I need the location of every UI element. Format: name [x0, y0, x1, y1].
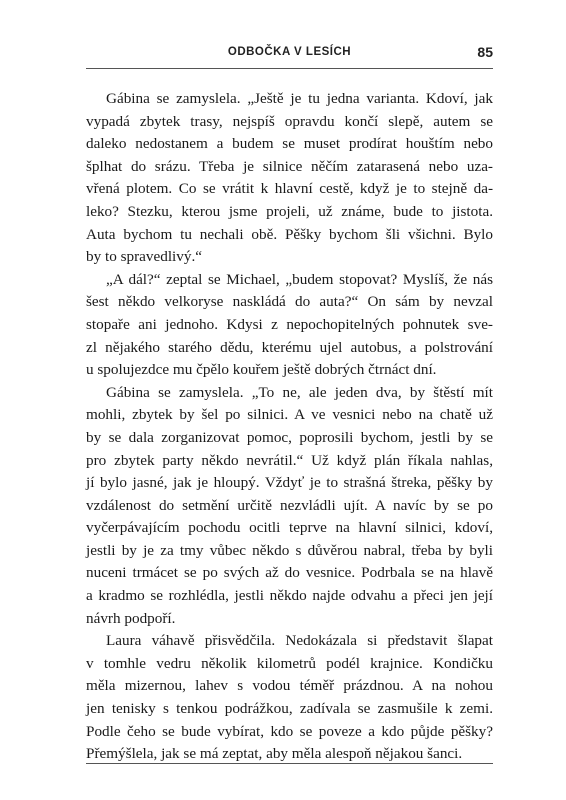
text-line: Přemýšlela, jak se má zeptat, aby měla alespoň nějakou šanci.: [86, 745, 463, 763]
text-line: a kradmo se rozhlédla, jestli někdo najde odvahu a přeci jen její: [86, 587, 493, 605]
body-text: [86, 88, 493, 766]
page-number: 85: [477, 44, 493, 60]
text-line: daleko nedostanem a budem se muset prodírat houštím nebo: [86, 135, 493, 153]
text-line: Podle čeho se bude vybírat, kdo se poveze a kdo půjde pěšky?: [86, 722, 493, 740]
text-line: vypadá zbytek trasy, nejspíš opravdu končí slepě, autem se: [86, 112, 493, 130]
text-line: leko? Stezku, kterou jsme projeli, už známe, bude to jistota.: [86, 202, 493, 220]
text-line: Laura váhavě přisvědčila. Nedokázala si představit šlapat: [106, 632, 493, 650]
text-line: šplhat do srázu. Třeba je silnice něčím zatarasená nebo uza-: [86, 157, 493, 175]
text-line: Auta bychom tu nechali obě. Pěšky bychom šli všichni. Bylo: [86, 225, 493, 243]
text-line: u spolujezdce mu čpělo kouřem ještě dobrých čtrnáct dní.: [86, 361, 437, 379]
header-rule: [86, 68, 493, 69]
text-line: vyčerpávajícím pochodu ocitli teprve na hlavní silnici, kdoví,: [86, 519, 493, 537]
running-head: [86, 42, 493, 64]
paragraph: [86, 382, 493, 631]
paragraph: [86, 630, 493, 766]
text-line: zl nějakého starého dědu, kterému ujel autobus, a polstrování: [86, 338, 493, 356]
text-line: v tomhle vedru několik kilometrů podél krajnice. Kondičku: [86, 654, 493, 672]
text-line: vřená plotem. Co se vrátit k hlavní cestě, když je to stejně da-: [86, 180, 493, 198]
text-line: jí bylo jasné, jak je hloupý. Vždyť je to strašná štreka, pěšky by: [86, 474, 493, 492]
text-line: mohli, zbytek by šel po silnici. A ve vesnici nebo na chatě už: [86, 406, 493, 424]
text-line: měla mizernou, lahev s vodou téměř prázdnou. A na nohou: [86, 677, 493, 695]
chapter-title: ODBOČKA V LESÍCH: [227, 46, 352, 58]
text-line: vzdálenost do setmění určitě nezvládli ujít. A navíc by se po: [86, 496, 493, 514]
footer-rule: [86, 763, 493, 764]
text-line: by se dala zorganizovat pomoc, poprosili bychom, jestli by se: [86, 428, 493, 446]
text-line: šest někdo velkoryse naskládá do auta?“ On sám by nevzal: [86, 293, 493, 311]
text-line: „A dál?“ zeptal se Michael, „budem stopovat? Myslíš, že nás: [106, 270, 493, 288]
paragraph: [86, 269, 493, 382]
text-line: jen tenisky s tenkou podrážkou, zadívala se zasmušile k zemi.: [86, 700, 493, 718]
text-line: nuceni trmácet se po svých až do vesnice. Podrbala se na hlavě: [86, 564, 493, 582]
text-line: jestli by je za tmy vůbec někdo s důvěrou nabral, třeba by byli: [86, 541, 493, 559]
text-line: stopaře ani jednoho. Kdysi z nepochopitelných pohnutek sve-: [86, 315, 493, 333]
text-line: pro zbytek party někdo nevrátil.“ Už když plán říkala nahlas,: [86, 451, 493, 469]
text-line: Gábina se zamyslela. „Ještě je tu jedna varianta. Kdoví, jak: [106, 90, 493, 107]
text-line: by to spravedlivý.“: [86, 248, 202, 266]
text-line: návrh podpoří.: [86, 609, 176, 627]
text-line: Gábina se zamyslela. „To ne, ale jeden dva, by štěstí mít: [106, 383, 493, 401]
paragraph: [86, 88, 493, 269]
